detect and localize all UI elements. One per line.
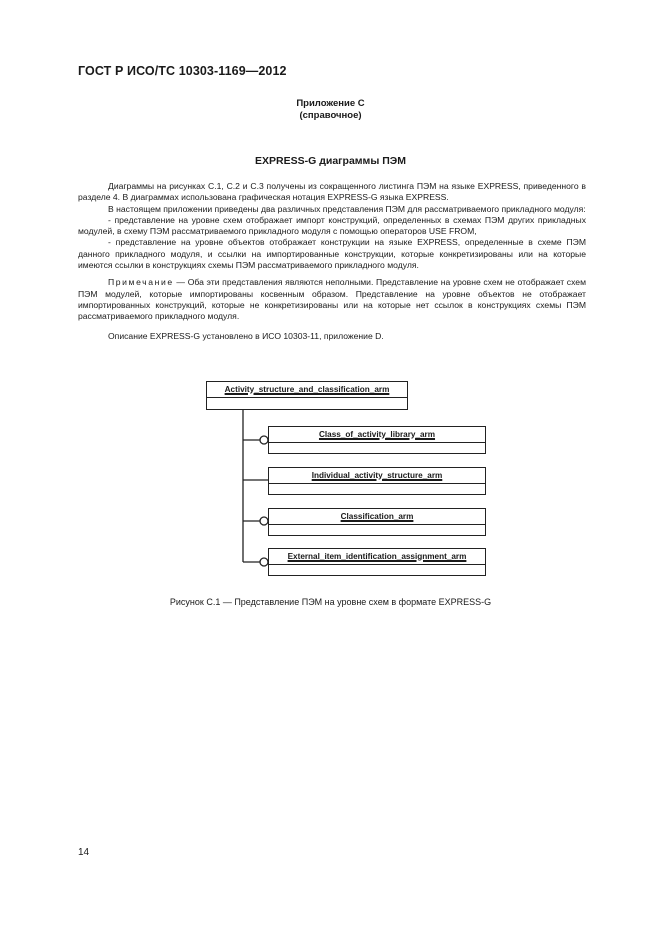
- schema-box-3: [268, 508, 486, 536]
- note-label: Примечание: [108, 277, 174, 288]
- paragraph-2: В настоящем приложении приведены два различных представления ПЭМ для рассматриваемого прикладного модуля:: [108, 203, 586, 214]
- annex-title: Приложение С: [296, 98, 365, 109]
- schema-name: External_item_identification_assignment_arm: [269, 549, 485, 565]
- use-from-circle-icon: [260, 558, 268, 566]
- schema-box-1: [268, 426, 486, 454]
- figure-caption: Рисунок С.1 — Представление ПЭМ на уровне схем в формате EXPRESS-G: [169, 597, 492, 607]
- schema-name: Classification_arm: [269, 509, 485, 525]
- schema-name: Individual_activity_structure_arm: [269, 468, 485, 484]
- schema-name: Activity_structure_and_classification_arm: [207, 382, 407, 398]
- document-header: ГОСТ Р ИСО/ТС 10303-1169—2012: [78, 64, 287, 78]
- paragraph-3: - представление на уровне схем отображает импорт конструкций, определенных в схемах ПЭМ других прикладных модулей, в схему ПЭМ рассматриваемого прикладного модуля с помощью операторов USE FROM,: [78, 214, 586, 237]
- schema-box-4: [268, 548, 486, 576]
- use-from-circle-icon: [260, 517, 268, 525]
- paragraph-5: Описание EXPRESS-G установлено в ИСО 10303-11, приложение D.: [108, 330, 384, 341]
- schema-box-main: [206, 381, 408, 410]
- paragraph-1: Диаграммы на рисунках С.1, С.2 и С.3 получены из сокращенного листинга ПЭМ на языке EXPRESS, приведенного в разделе 4. В диаграммах использована графическая нотация EXPRESS-G языка EXPRESS.: [78, 181, 586, 203]
- annex-type: (справочное): [299, 110, 362, 121]
- schema-box-2: [268, 467, 486, 495]
- section-title: EXPRESS-G диаграммы ПЭМ: [255, 155, 406, 167]
- paragraph-4: - представление на уровне объектов отображает конструкции на языке EXPRESS, определенные в схеме ПЭМ данного прикладного модуля, и ссылки на импортированные конструкции, которые конкретизированы или на которые имеются ссылки в конструкциях схемы ПЭМ рассматриваемого прикладного модуля.: [78, 237, 586, 271]
- use-from-circle-icon: [260, 436, 268, 444]
- schema-name: Class_of_activity_library_arm: [269, 427, 485, 443]
- page-number: 14: [78, 847, 90, 858]
- note-text: — Оба эти представления являются неполными. Представление на уровне схем не отображает схем ПЭМ модулей, которые импортированы косвенным образом. Представление на уровне объектов не отображает импортированных конструкций, которые не конкретизированы или на которые нет ссылок в конструкциях схемы ПЭМ рассматриваемого прикладного модуля.: [78, 277, 586, 322]
